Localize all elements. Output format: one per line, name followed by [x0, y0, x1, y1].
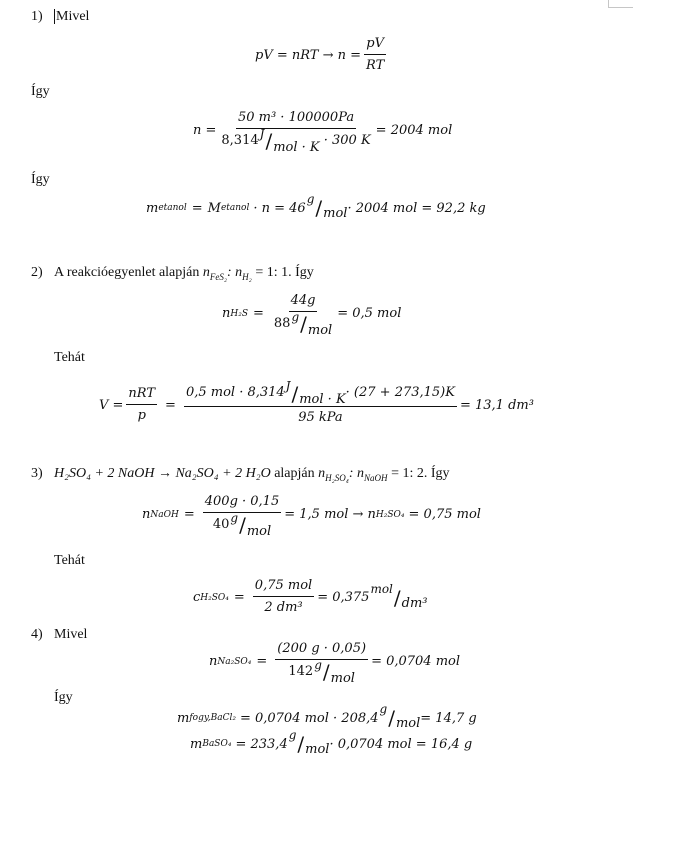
q3-eq2-sub: H₂SO₄ [200, 592, 229, 603]
q1-eq1-den: RT [366, 58, 385, 73]
q2-eq2-num2 [184, 379, 457, 407]
q4-eq1-unit: g / mol [314, 658, 355, 686]
q4-eq2-rhs: = 14,7 g [420, 710, 477, 726]
q1-intro-text: Mivel [56, 9, 90, 24]
unit-top: g [379, 702, 388, 716]
q2-equation-1 [222, 293, 402, 338]
q2-line-n1: n [202, 265, 210, 280]
q1-igy-2: Így [31, 172, 50, 187]
q2-line-post: Így [291, 265, 314, 280]
q1-eq3-rhs: · 2004 mol = 92,2 kg [347, 200, 486, 216]
unit-top: g [314, 658, 322, 672]
unit-bottom: mol [323, 206, 348, 221]
q3-intro-line [54, 466, 450, 486]
q4-equation-2 [177, 702, 477, 731]
q1-eq1-lhs: pV = nRT → n = [255, 48, 362, 63]
q3-eq2-mid: = 0,375 [317, 590, 370, 605]
q4-eq1-eq: = [256, 654, 268, 669]
unit-top: g [288, 728, 297, 742]
q3-eq1-mid: = 1,5 mol → n [284, 507, 376, 522]
q4-eq3-sub: BaSO₄ [202, 739, 232, 749]
q4-eq1-rhs: = 0,0704 mol [371, 654, 461, 669]
q2-eq1-den [272, 310, 334, 338]
q4-eq1-n: n [209, 654, 218, 669]
q2-eq2-den1: p [137, 408, 146, 423]
q3-eq1-mid-sub: H₂SO₄ [375, 509, 405, 520]
unit-bottom: mol [305, 742, 330, 757]
q1-equation-1 [255, 36, 389, 75]
q2-eq1-sub: H₂S [230, 308, 248, 319]
q2-eq1-n: n [222, 306, 231, 321]
q3-eq2-eq: = [233, 590, 245, 605]
q1-equation-2 [193, 110, 453, 155]
q3-eq1-n: n [142, 507, 151, 522]
q2-eq2-unit: J / mol · K [285, 379, 346, 407]
q3-eq1-num: 400g · 0,15 [203, 494, 281, 513]
text-cursor [54, 9, 55, 24]
unit-bottom: mol [330, 671, 355, 686]
q2-line-n2: : n [227, 265, 243, 280]
q2-eq1-rhs: = 0,5 mol [337, 306, 402, 321]
unit-top: g [291, 310, 300, 324]
q3-eq2-c: c [193, 590, 201, 605]
q2-eq2-lhs: V = [99, 398, 124, 413]
q1-eq3-mid: · n = 46 [253, 200, 306, 216]
q2-line-sub1: FeS₂ [209, 271, 227, 282]
q4-eq3-unit: g / mol [288, 728, 330, 757]
q1-eq3-m: m [146, 200, 159, 216]
q1-eq3-M-sub: etanol [220, 203, 250, 213]
q2-eq2-den2: 95 kPa [298, 410, 343, 425]
q4-intro: Mivel [54, 627, 88, 642]
q1-intro[interactable] [54, 9, 89, 25]
q3-eq2-unit: mol / dm³ [370, 581, 428, 611]
q3-eq2-fraction [253, 578, 314, 617]
q3-igy: Így [427, 466, 450, 481]
q3-eq1-unit: g / mol [230, 511, 272, 539]
q3-eq1-fraction [203, 494, 281, 539]
q1-eq1-num: pV [364, 36, 386, 55]
unit-bottom: mol [246, 524, 272, 539]
q2-eq1-eq: = [253, 306, 264, 321]
q3-eq1-den-pre: 40 [212, 517, 230, 532]
q3-line-n2: : n [348, 466, 365, 481]
q4-eq2-m: m [177, 710, 190, 726]
q1-eq2-fraction [219, 110, 372, 155]
q4-eq3-m: m [190, 736, 203, 752]
q4-eq2-unit: g / mol [379, 702, 421, 731]
q4-equation-1 [209, 641, 461, 686]
unit-bottom: dm³ [401, 595, 428, 611]
q4-eq1-num: (200 g · 0,05) [275, 641, 368, 660]
q2-eq1-den-pre: 88 [273, 316, 291, 331]
q2-eq2-fraction-2 [184, 379, 457, 427]
unit-top: J [259, 127, 265, 141]
q3-alapjan: alapján [270, 466, 319, 481]
q2-line-pre: A reakcióegyenlet alapján [54, 265, 200, 280]
q3-line-sub1: H₂SO₄ [325, 472, 349, 483]
q2-eq2-num2-post: · (27 + 273,15)K [345, 385, 455, 400]
q4-equation-3 [190, 728, 473, 757]
q1-eq2-den-pre: 8,314 [221, 133, 259, 148]
unit-top: g [306, 192, 315, 206]
q4-eq2-mid: = 0,0704 mol · 208,4 [239, 710, 379, 726]
q3-eq1-sub: NaOH [150, 509, 179, 520]
q1-number: 1) [31, 9, 43, 24]
unit-bottom: mol · K [273, 140, 320, 155]
q1-eq2-den [219, 127, 372, 155]
unit-bottom: mol · K [299, 392, 346, 407]
unit-top: J [285, 379, 291, 393]
q4-eq3-rhs: · 0,0704 mol = 16,4 g [329, 736, 473, 752]
q2-number: 2) [31, 265, 43, 280]
q1-eq2-lhs: n = [193, 123, 217, 138]
q2-intro-line [54, 265, 314, 285]
q2-eq2-num2-pre: 0,5 mol · 8,314 [185, 385, 285, 400]
q2-line-sub2: H₂ [242, 271, 252, 282]
q2-line-ratio: = 1: 1. [251, 265, 292, 280]
q2-tehat: Tehát [54, 350, 85, 365]
q3-line-sub2: NaOH [364, 472, 388, 483]
q4-number: 4) [31, 627, 43, 642]
q3-equation-1 [142, 494, 481, 539]
q3-eq2-den: 2 dm³ [264, 600, 303, 615]
q2-eq1-fraction [272, 293, 334, 338]
q1-eq1-fraction [364, 36, 386, 75]
q3-reaction: H₂SO₄ + 2 NaOH → Na₂SO₄ + 2 H₂O [54, 466, 271, 481]
q1-igy-1: Így [31, 84, 50, 99]
q3-line-n1: n [318, 466, 326, 481]
q2-eq1-unit: g / mol [291, 310, 333, 338]
q4-igy: Így [54, 690, 73, 705]
q2-eq2-eq: = [165, 398, 176, 413]
q3-tehat: Tehát [54, 553, 85, 568]
q3-eq2-num: 0,75 mol [253, 578, 314, 597]
q3-eq1-eq: = [183, 507, 195, 522]
q2-eq2-fraction-1 [126, 386, 157, 425]
unit-top: mol [370, 581, 393, 596]
q1-eq2-den-post: · 300 K [323, 133, 371, 148]
q2-eq2-num1: nRT [126, 386, 157, 405]
unit-top: g [230, 511, 239, 525]
q1-eq3-m-sub: etanol [158, 203, 187, 213]
q1-eq3-M: M [207, 200, 221, 216]
q1-eq3-eq: = [191, 200, 203, 216]
q3-eq1-den [211, 511, 273, 539]
q4-eq1-sub: Na₂SO₄ [217, 656, 252, 667]
unit-bottom: mol [395, 716, 421, 731]
q3-line-ratio: = 1: 2. [387, 466, 428, 481]
q4-eq1-den-pre: 142 [288, 664, 314, 679]
page-corner-mark [608, 0, 633, 8]
q3-eq1-rhs: = 0,75 mol [408, 507, 481, 522]
q1-eq2-num: 50 m³ · 100000Pa [236, 110, 356, 129]
q1-eq2-rhs: = 2004 mol [375, 123, 453, 138]
q4-eq1-fraction [275, 641, 368, 686]
q4-eq2-sub: fogy,BaCl₂ [189, 713, 236, 723]
q1-eq3-unit: g / mol [306, 192, 348, 221]
q1-equation-3 [146, 192, 486, 221]
q2-eq1-num: 44g [289, 293, 318, 312]
q4-eq1-den [286, 658, 357, 686]
q1-eq2-unit: J / mol · K [259, 127, 320, 155]
q2-eq2-rhs: = 13,1 dm³ [459, 398, 534, 413]
q4-eq3-mid: = 233,4 [235, 736, 288, 752]
q3-equation-2 [193, 578, 428, 617]
q2-equation-2 [99, 379, 534, 427]
unit-bottom: mol [307, 323, 333, 338]
q3-number: 3) [31, 466, 43, 481]
